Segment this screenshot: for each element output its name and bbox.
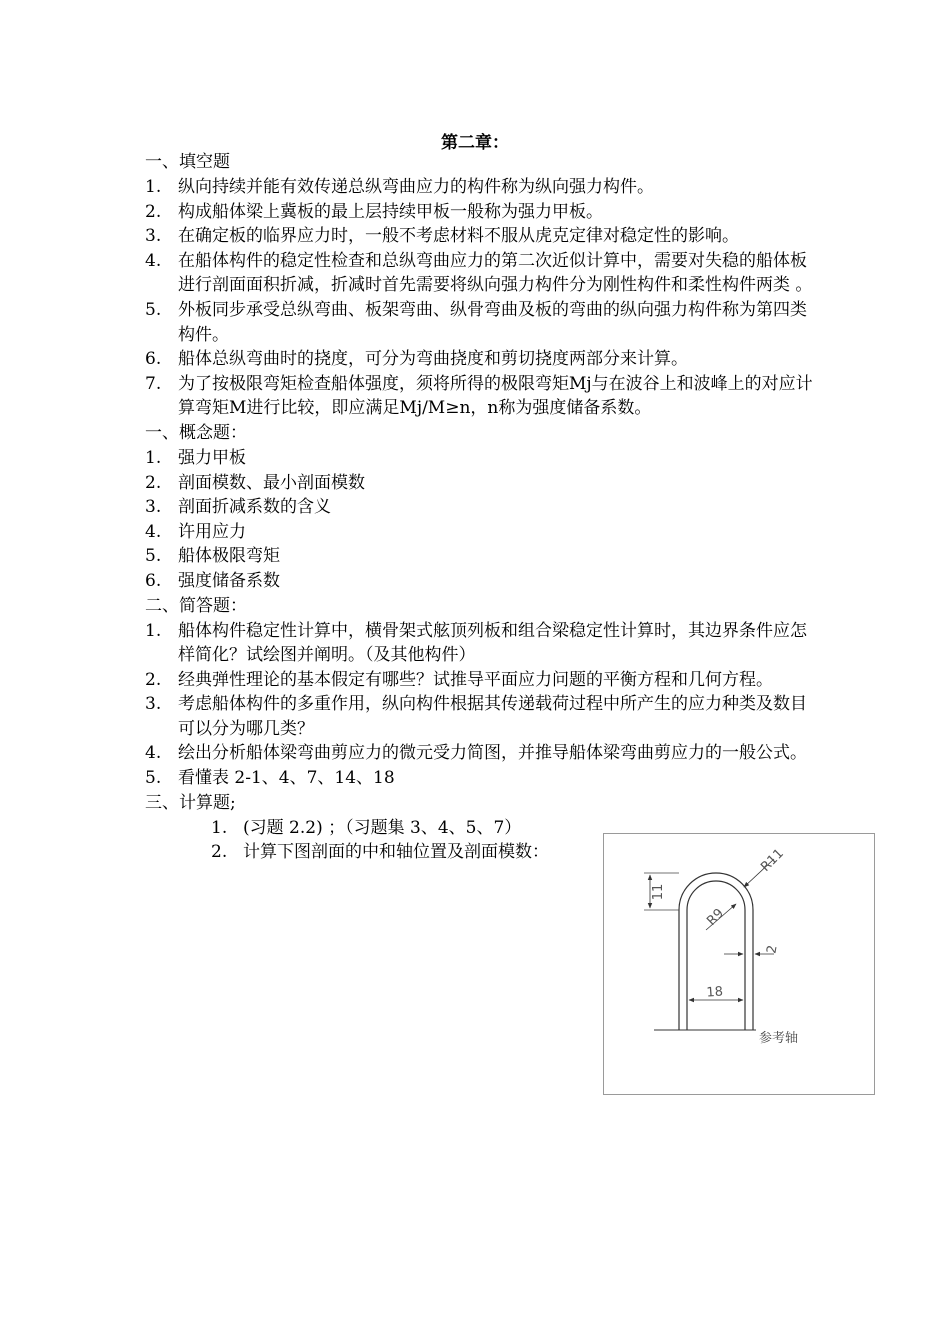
- list-item: [145, 347, 815, 372]
- item-text: 船体总纵弯曲时的挠度，可分为弯曲挠度和剪切挠度两部分来计算。: [178, 349, 688, 370]
- short-answer-list: [145, 619, 815, 791]
- inner-profile: [687, 881, 745, 1030]
- item-text: 为了按极限弯矩检查船体强度，须将所得的极限弯矩Mj与在波谷上和波峰上的对应计算弯矩M进行比较，即应满足Mj/M≥n，n称为强度储备系数。: [178, 373, 813, 419]
- list-item: [145, 298, 815, 347]
- item-text: 剖面折减系数的含义: [178, 497, 331, 518]
- item-text: 考虑船体构件的多重作用，纵向构件根据其传递载荷过程中所产生的应力种类及数目可以分为哪几类？: [178, 694, 807, 739]
- item-number: 2.: [145, 472, 162, 493]
- list-item: [145, 224, 815, 249]
- item-number: 4.: [145, 743, 162, 764]
- item-number: 5.: [145, 768, 162, 789]
- short-answer-heading: 二、简答题：: [145, 595, 247, 616]
- item-text: 看懂表 2-1、4、7、14、18: [178, 768, 395, 789]
- item-text: 剖面模数、最小剖面模数: [178, 472, 365, 493]
- list-item: [145, 520, 815, 545]
- item-text: 船体构件稳定性计算中，横骨架式舷顶列板和组合梁稳定性计算时，其边界条件应怎样简化？试绘图并阐明。（及其他构件）: [178, 620, 807, 666]
- item-text: 经典弹性理论的基本假定有哪些？试推导平面应力问题的平衡方程和几何方程。: [178, 669, 773, 690]
- item-number: 4.: [145, 521, 162, 542]
- item-number: 5.: [145, 546, 162, 567]
- list-item: [145, 766, 815, 791]
- list-item: [145, 446, 815, 471]
- item-text: 外板同步承受总纵弯曲、板架弯曲、纵骨弯曲及板的弯曲的纵向强力构件称为第四类构件。: [178, 299, 807, 345]
- dim-thickness-label: 2: [764, 944, 781, 955]
- list-item: [145, 741, 815, 766]
- list-item: [145, 249, 815, 298]
- dim-height-label: 11: [651, 883, 666, 901]
- list-item: [145, 471, 815, 496]
- item-text: 纵向持续并能有效传递总纵弯曲应力的构件称为纵向强力构件。: [178, 177, 654, 197]
- item-text: 在船体构件的稳定性检查和总纵弯曲应力的第二次近似计算中，需要对失稳的船体板进行剖面面积折减，折减时首先需要将纵向强力构件分为刚性构件和柔性构件两类 。: [178, 250, 813, 296]
- fill-blank-heading: 一、填空题: [145, 152, 230, 172]
- list-item: [145, 619, 815, 668]
- list-item: [145, 200, 815, 225]
- concepts-heading: 一、概念题：: [145, 422, 247, 443]
- item-number: 1.: [145, 447, 162, 468]
- list-item: [145, 495, 815, 520]
- cross-section-figure: [603, 833, 875, 1095]
- chapter-title: 第二章：: [441, 133, 509, 153]
- list-item: [145, 569, 815, 594]
- item-text: 船体极限弯矩: [178, 546, 280, 567]
- item-number: 3.: [145, 694, 162, 715]
- item-number: 1.: [211, 817, 228, 838]
- cross-section-drawing: [604, 834, 874, 1094]
- list-item: [145, 175, 815, 200]
- item-text: 在确定板的临界应力时，一般不考虑材料不服从虎克定律对稳定性的影响。: [178, 226, 739, 247]
- item-text: (习题 2.2) ；（习题集 3、4、5、7）: [243, 817, 522, 838]
- item-number: 2.: [145, 201, 162, 222]
- item-number: 5.: [145, 299, 162, 320]
- list-item: [145, 692, 815, 741]
- dim-inner-radius-label: R9: [704, 905, 728, 929]
- item-number: 2.: [211, 842, 228, 863]
- list-item: [145, 544, 815, 569]
- list-item: [145, 668, 815, 693]
- item-text: 强力甲板: [178, 447, 246, 468]
- item-text: 强度储备系数: [178, 570, 280, 591]
- item-number: 3.: [145, 497, 162, 518]
- concepts-list: [145, 446, 815, 594]
- dim-width-label: 18: [705, 984, 724, 1001]
- dim-outer-radius-label: R11: [758, 846, 787, 875]
- fill-blank-list: [145, 175, 815, 421]
- list-item: [145, 372, 815, 421]
- calculation-heading: 三、计算题;: [145, 792, 236, 813]
- reference-axis-label: 参考轴: [759, 1031, 799, 1046]
- item-number: 7.: [145, 373, 162, 394]
- item-text: 绘出分析船体梁弯曲剪应力的微元受力简图，并推导船体梁弯曲剪应力的一般公式。: [178, 743, 807, 764]
- item-number: 1.: [145, 177, 162, 197]
- item-text: 计算下图剖面的中和轴位置及剖面模数：: [243, 842, 549, 863]
- item-number: 4.: [145, 250, 162, 271]
- item-number: 6.: [145, 570, 162, 591]
- item-text: 构成船体梁上冀板的最上层持续甲板一般称为强力甲板。: [178, 201, 603, 222]
- item-number: 2.: [145, 669, 162, 690]
- item-number: 1.: [145, 620, 162, 641]
- content-body: [145, 150, 815, 865]
- item-text: 许用应力: [178, 521, 246, 542]
- item-number: 6.: [145, 349, 162, 370]
- item-number: 3.: [145, 226, 162, 247]
